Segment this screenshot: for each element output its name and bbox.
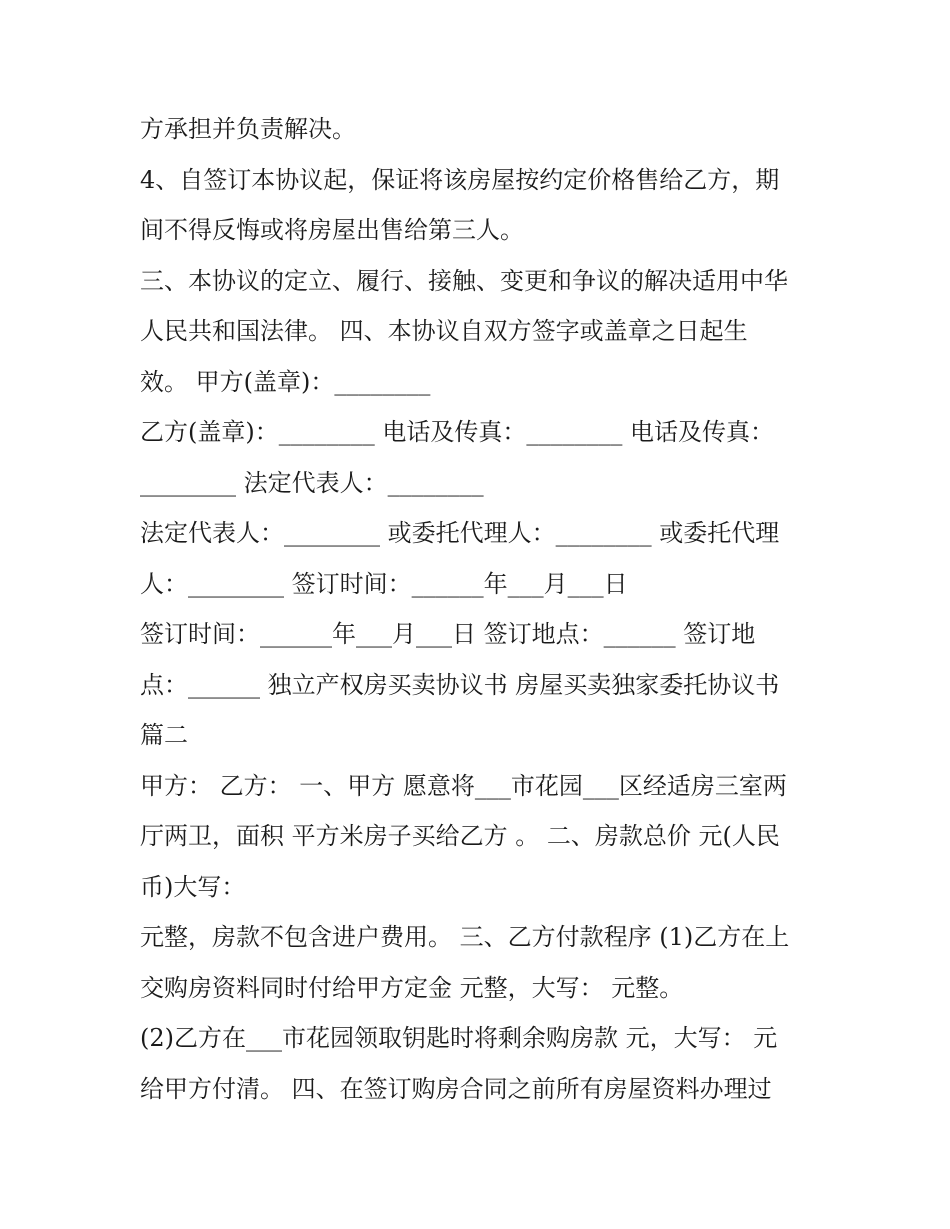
text-line: 点：______ 独立产权房买卖协议书 房屋买卖独家委托协议书 xyxy=(140,670,780,699)
text-line: 人民共和国法律。 四、本协议自双方签字或盖章之日起生 xyxy=(140,317,748,345)
text-line: 甲方： 乙方： 一、甲方 愿意将___市花园___区经适房三室两 xyxy=(140,771,787,800)
section-heading: 篇二 xyxy=(140,721,188,749)
text-line: 间不得反悔或将房屋出售给第三人。 xyxy=(140,216,524,244)
text-line: 人：________ 签订时间：______年___月___日 xyxy=(140,569,628,598)
text-line: 厅两卫，面积 平方米房子买给乙方 。 二、房款总价 元(人民 xyxy=(140,822,780,850)
text-line: 4、自签订本协议起，保证将该房屋按约定价格售给乙方，期 xyxy=(140,165,780,194)
text-line: 给甲方付清。 四、在签订购房合同之前所有房屋资料办理过 xyxy=(140,1074,772,1103)
text-line: 乙方(盖章)：________ 电话及传真：________ 电话及传真： xyxy=(140,418,774,446)
text-line: (2)乙方在___市花园领取钥匙时将剩余购房款 元，大写： 元 xyxy=(140,1024,778,1052)
text-line: 方承担并负责解决。 xyxy=(140,115,356,143)
text-line: 币)大写： xyxy=(140,872,246,901)
text-line: 法定代表人：________ 或委托代理人：________ 或委托代理 xyxy=(140,519,780,547)
text-line: 签订时间：______年___月___日 签订地点：______ 签订地 xyxy=(140,620,756,648)
document-body xyxy=(140,104,830,1114)
text-line: 元整，房款不包含进户费用。 三、乙方付款程序 (1)乙方在上 xyxy=(140,923,790,951)
text-line: 交购房资料同时付给甲方定金 元整，大写： 元整。 xyxy=(140,973,684,1002)
text-line: 三、本协议的定立、履行、接触、变更和争议的解决适用中华 xyxy=(140,266,788,295)
text-line: ________ 法定代表人：________ xyxy=(140,468,484,497)
text-line: 效。 甲方(盖章)：________ xyxy=(140,367,431,396)
